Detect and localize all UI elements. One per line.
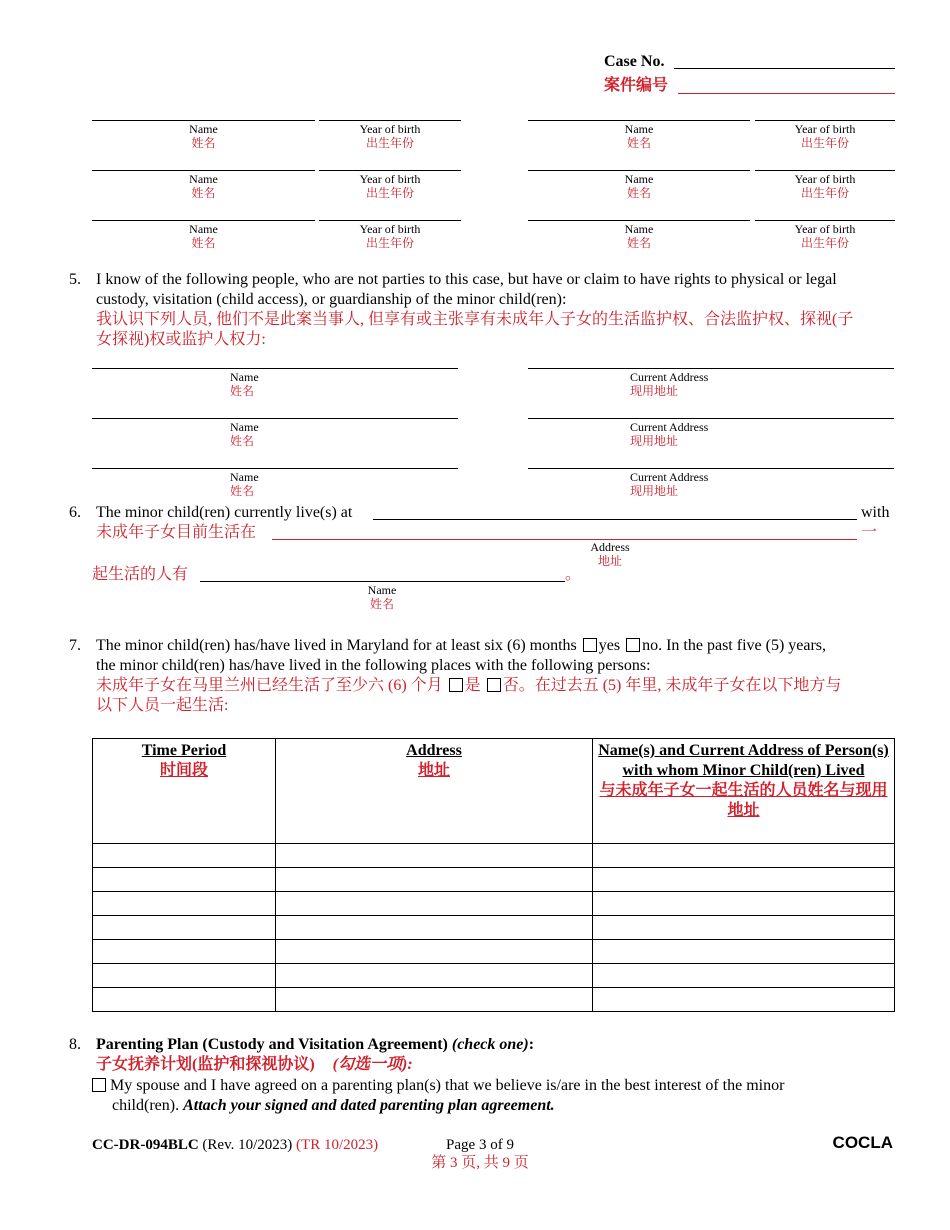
claimant-address-caption <box>630 420 770 448</box>
col-persons-en: Name(s) and Current Address of Person(s) with whom Minor Child(ren) Lived <box>598 742 889 779</box>
child-year-caption <box>755 122 895 150</box>
current-address-field[interactable] <box>373 519 857 520</box>
cell-persons[interactable] <box>593 940 895 964</box>
child-name-caption-en: Name <box>189 222 218 236</box>
cell-address[interactable] <box>276 844 593 868</box>
section-6-zh-text: 未成年子女目前生活在 <box>96 524 257 541</box>
cell-persons[interactable] <box>593 916 895 940</box>
child-year-caption-zh: 出生年份 <box>365 186 414 200</box>
cell-time-period[interactable] <box>93 916 276 940</box>
cell-address[interactable] <box>276 940 593 964</box>
maryland-yes-checkbox[interactable] <box>583 638 597 652</box>
section-8-title <box>96 1035 534 1055</box>
child-name-field[interactable] <box>92 170 315 171</box>
form-rev: (Rev. 10/2023) <box>202 1137 293 1153</box>
case-no-label-zh: 案件编号 <box>604 77 669 94</box>
child-year-caption-zh: 出生年份 <box>365 136 414 150</box>
claimant-address-caption-zh: 现用地址 <box>630 484 679 498</box>
child-name-caption-en: Name <box>189 122 218 136</box>
col-persons <box>593 739 895 844</box>
section-5-line1: I know of the following people, who are not parties to this case, but have or claim to have rights to physical or legal <box>96 271 837 288</box>
section-6-period: 。 <box>565 566 582 583</box>
child-name-caption <box>92 222 315 250</box>
cell-persons[interactable] <box>593 892 895 916</box>
cell-address[interactable] <box>276 892 593 916</box>
col-address <box>276 739 593 844</box>
option1-line2-bold: Attach your signed and dated parenting plan agreement. <box>183 1097 555 1114</box>
child-year-caption-zh: 出生年份 <box>800 186 849 200</box>
claimant-address-field[interactable] <box>528 468 894 469</box>
section-7-zh-b: 否。在过去五 (5) 年里, 未成年子女在以下地方与 <box>502 677 842 694</box>
section-8-colon: : <box>528 1036 535 1053</box>
table-row <box>93 988 895 1012</box>
child-year-field[interactable] <box>319 170 461 171</box>
cell-time-period[interactable] <box>93 988 276 1012</box>
child-year-caption-en: Year of birth <box>794 222 856 236</box>
child-year-caption <box>755 222 895 250</box>
section-5-zh-line2: 女探视)权或监护人权力: <box>96 331 266 348</box>
section-6-number: 6. <box>69 504 81 521</box>
col-time-period-zh: 时间段 <box>159 762 208 779</box>
cell-time-period[interactable] <box>93 964 276 988</box>
child-name-caption <box>528 222 750 250</box>
child-year-caption <box>319 172 461 200</box>
child-name-caption <box>528 122 750 150</box>
section-6-zh-line2: 起生活的人有 <box>92 566 189 583</box>
form-id: CC-DR-094BLC <box>92 1137 199 1153</box>
cell-address[interactable] <box>276 868 593 892</box>
cell-address[interactable] <box>276 988 593 1012</box>
child-name-caption-zh: 姓名 <box>626 136 651 150</box>
section-8-zh-check: (勾选一项): <box>332 1056 413 1073</box>
section-5-line2: custody, visitation (child access), or guardianship of the minor child(ren): <box>96 291 567 308</box>
claimant-name-field[interactable] <box>92 418 458 419</box>
table-row <box>93 844 895 868</box>
claimant-address-field[interactable] <box>528 418 894 419</box>
residence-history-table <box>92 738 895 1012</box>
address-caption-en: Address <box>590 540 630 554</box>
section-5-zh-line1: 我认识下列人员, 他们不是此案当事人, 但享有或主张享有未成年人子女的生活监护权、合法监护权、探视(子 <box>96 311 854 328</box>
maryland-yes-checkbox-zh[interactable] <box>449 678 463 692</box>
section-6-text: The minor child(ren) currently live(s) at <box>96 504 353 521</box>
claimant-address-caption-zh: 现用地址 <box>630 384 679 398</box>
child-year-caption-en: Year of birth <box>794 122 856 136</box>
claimant-address-caption <box>630 470 770 498</box>
child-name-field[interactable] <box>528 120 750 121</box>
section-8-number: 8. <box>69 1036 81 1053</box>
yes-label: yes <box>598 637 621 654</box>
cell-time-period[interactable] <box>93 892 276 916</box>
claimant-address-caption-en: Current Address <box>630 470 709 484</box>
section-5-text <box>96 270 896 350</box>
section-8-check-one: (check one) <box>451 1036 529 1053</box>
claimant-name-caption <box>230 470 370 498</box>
parenting-plan-agreed-checkbox[interactable] <box>92 1078 106 1092</box>
child-year-caption-en: Year of birth <box>794 172 856 186</box>
child-name-field[interactable] <box>92 220 315 221</box>
name-caption <box>332 583 432 611</box>
page-number-zh: 第 3 页, 共 9 页 <box>431 1155 529 1171</box>
claimant-name-field[interactable] <box>92 368 458 369</box>
page-number: Page 3 of 9 <box>446 1137 514 1153</box>
child-year-field[interactable] <box>755 220 895 221</box>
section-7-number: 7. <box>69 637 81 654</box>
child-year-caption-zh: 出生年份 <box>365 236 414 250</box>
claimant-address-caption <box>630 370 770 398</box>
child-name-caption-zh: 姓名 <box>191 136 216 150</box>
cell-time-period[interactable] <box>93 868 276 892</box>
child-name-field[interactable] <box>528 220 750 221</box>
form-tr: (TR 10/2023) <box>296 1137 379 1153</box>
child-name-caption-en: Name <box>624 172 654 186</box>
footer-brand: COCLA <box>832 1133 893 1152</box>
claimant-name-caption-zh: 姓名 <box>230 384 255 398</box>
maryland-no-checkbox[interactable] <box>626 638 640 652</box>
option1-line1: My spouse and I have agreed on a parenting plan(s) that we believe is/are in the best interest of the minor <box>110 1077 785 1094</box>
address-caption <box>560 540 660 568</box>
claimant-address-caption-en: Current Address <box>630 420 709 434</box>
maryland-no-checkbox-zh[interactable] <box>487 678 501 692</box>
child-year-caption-en: Year of birth <box>359 122 421 136</box>
claimant-name-caption <box>230 420 370 448</box>
section-8-zh-title-text: 子女抚养计划(监护和探视协议) <box>96 1056 315 1073</box>
cell-persons[interactable] <box>593 844 895 868</box>
cell-address[interactable] <box>276 964 593 988</box>
child-year-caption-zh: 出生年份 <box>800 236 849 250</box>
cell-address[interactable] <box>276 916 593 940</box>
section-7-text <box>96 636 896 716</box>
child-name-caption-zh: 姓名 <box>626 236 651 250</box>
cell-persons[interactable] <box>593 868 895 892</box>
footer-page <box>405 1136 555 1172</box>
section-5-number: 5. <box>69 271 81 288</box>
col-address-en: Address <box>406 742 462 759</box>
child-name-caption <box>528 172 750 200</box>
claimant-name-caption-en: Name <box>230 420 259 434</box>
cell-time-period[interactable] <box>93 940 276 964</box>
claimant-address-caption-en: Current Address <box>630 370 709 384</box>
case-no-field[interactable] <box>674 68 895 69</box>
child-name-caption <box>92 172 315 200</box>
cell-time-period[interactable] <box>93 844 276 868</box>
section-7-line2: the minor child(ren) has/have lived in the following places with the following persons: <box>96 657 651 674</box>
section-7-zh-line2: 以下人员一起生活: <box>96 697 229 714</box>
child-year-caption <box>319 122 461 150</box>
claimant-name-caption-en: Name <box>230 470 259 484</box>
col-time-period <box>93 739 276 844</box>
footer-form-id <box>92 1136 378 1154</box>
col-time-period-en: Time Period <box>141 742 227 759</box>
child-name-caption-zh: 姓名 <box>191 236 216 250</box>
child-year-field[interactable] <box>319 220 461 221</box>
table-row <box>93 940 895 964</box>
table-row <box>93 916 895 940</box>
table-row <box>93 892 895 916</box>
section-8-title-text: Parenting Plan (Custody and Visitation Agreement) <box>96 1036 448 1053</box>
parenting-plan-option-1 <box>92 1076 882 1116</box>
cohabitant-name-field[interactable] <box>200 581 565 582</box>
address-caption-zh: 地址 <box>597 554 622 568</box>
claimant-name-field[interactable] <box>92 468 458 469</box>
case-no-underline-zh <box>678 93 895 94</box>
child-year-caption <box>755 172 895 200</box>
claimant-address-caption-zh: 现用地址 <box>630 434 679 448</box>
section-7-zh-a: 未成年子女在马里兰州已经生活了至少六 (6) 个月 <box>96 677 443 694</box>
child-year-caption-zh: 出生年份 <box>800 136 849 150</box>
child-name-field[interactable] <box>528 170 750 171</box>
child-name-caption-en: Name <box>624 122 654 136</box>
child-year-caption-en: Year of birth <box>359 222 421 236</box>
col-persons-zh: 与未成年子女一起生活的人员姓名与现用地址 <box>599 782 888 819</box>
table-row <box>93 964 895 988</box>
cell-persons[interactable] <box>593 964 895 988</box>
child-name-caption-en: Name <box>624 222 654 236</box>
child-year-field[interactable] <box>755 120 895 121</box>
cell-persons[interactable] <box>593 988 895 1012</box>
child-name-caption-zh: 姓名 <box>191 186 216 200</box>
claimant-name-caption <box>230 370 370 398</box>
claimant-address-field[interactable] <box>528 368 894 369</box>
section-6-zh-tail: 一 <box>861 524 878 541</box>
claimant-name-caption-zh: 姓名 <box>230 434 255 448</box>
name-caption-zh: 姓名 <box>369 597 394 611</box>
section-6-with: with <box>861 504 890 521</box>
section-8-zh-title <box>96 1055 413 1075</box>
section-7-text-b: no. In the past five (5) years, <box>642 637 827 654</box>
section-7-text-a: The minor child(ren) has/have lived in Maryland for at least six (6) months <box>96 637 577 654</box>
child-year-field[interactable] <box>755 170 895 171</box>
col-address-zh: 地址 <box>417 762 450 779</box>
zh-yes-label: 是 <box>464 677 481 694</box>
child-name-caption-en: Name <box>189 172 218 186</box>
child-name-field[interactable] <box>92 120 315 121</box>
child-year-caption <box>319 222 461 250</box>
child-name-caption <box>92 122 315 150</box>
claimant-name-caption-en: Name <box>230 370 259 384</box>
table-row <box>93 868 895 892</box>
child-year-field[interactable] <box>319 120 461 121</box>
claimant-name-caption-zh: 姓名 <box>230 484 255 498</box>
case-no-label: Case No. <box>604 53 665 70</box>
child-name-caption-zh: 姓名 <box>626 186 651 200</box>
option1-line2-plain: child(ren). <box>112 1097 180 1114</box>
name-caption-en: Name <box>367 583 397 597</box>
child-year-caption-en: Year of birth <box>359 172 421 186</box>
